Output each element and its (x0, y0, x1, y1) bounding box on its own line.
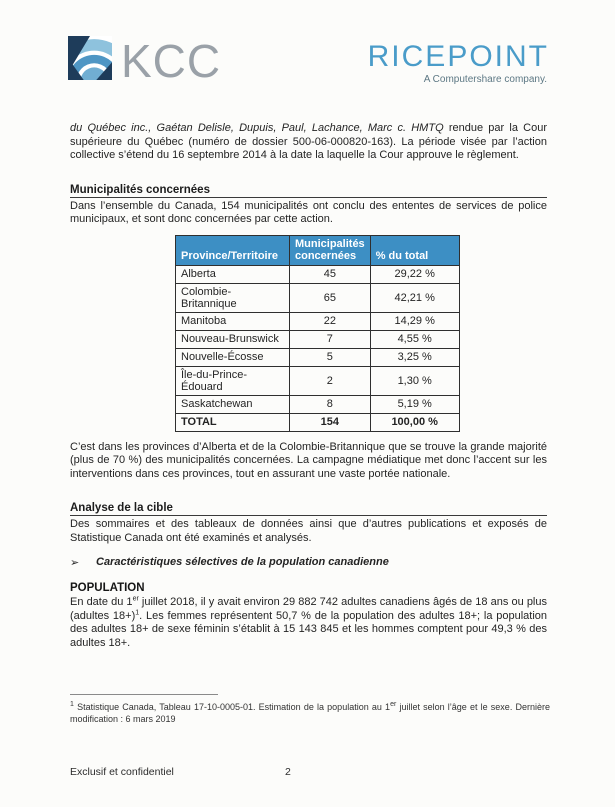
footnote-body: Statistique Canada, Tableau 17-10-0005-01. Estimation de la population au 1 (73, 702, 391, 712)
cell-province: Nouvelle-Écosse (176, 348, 290, 366)
intro-paragraph (70, 122, 547, 163)
arrow-bullet-icon: ➢ (70, 557, 80, 569)
municipalities-table (175, 235, 460, 432)
ricepoint-logo-text: RICEPOINT (367, 40, 549, 73)
column-header-province: Province/Territoire (176, 235, 290, 265)
analyse-paragraph: Des sommaires et des tableaux de données ainsi que d’autres publications et exposés de Statistique Canada ont été examinés et analysés. (70, 518, 547, 544)
footnote-marker: 1 (70, 701, 74, 708)
cell-province: Nouveau-Brunswick (176, 330, 290, 348)
cell-percent: 29,22 % (370, 265, 459, 283)
page-number: 2 (285, 766, 291, 778)
cell-total-percent: 100,00 % (370, 413, 459, 431)
cell-province: Manitoba (176, 312, 290, 330)
after-table-paragraph: C’est dans les provinces d’Alberta et de la Colombie-Britannique que se trouve la grande majorité (plus de 70 %) des municipalités concernées. La campagne médiatique met donc l’accent sur les interventions dans ces provinces, tout en assurant une vaste portée nationale. (70, 440, 547, 480)
cell-count: 5 (290, 348, 371, 366)
cell-province: Île-du-Prince-Édouard (176, 366, 290, 395)
column-header-pct-total: % du total (370, 235, 459, 265)
cell-province: Alberta (176, 265, 290, 283)
table-total-row (176, 413, 460, 431)
cell-count: 22 (290, 312, 371, 330)
table-row (176, 283, 460, 312)
cell-percent: 1,30 % (370, 366, 459, 395)
cell-count: 65 (290, 283, 371, 312)
cell-province: Saskatchewan (176, 395, 290, 413)
cell-total-count: 154 (290, 413, 371, 431)
kcc-logo-text: KCC (121, 34, 222, 87)
table-row (176, 330, 460, 348)
footnote-reference: 1 (135, 608, 140, 616)
table-row (176, 265, 460, 283)
ricepoint-subtitle: A Computershare company. (423, 74, 547, 85)
cell-percent: 4,55 % (370, 330, 459, 348)
case-citation: du Québec inc., Gaétan Delisle, Dupuis, Paul, Lachance, Marc c. HMTQ (70, 122, 444, 134)
bullet-item-label: Caractéristiques sélectives de la population canadienne (96, 556, 389, 568)
superscript-er: er (132, 595, 139, 603)
document-body (70, 0, 547, 650)
cell-percent: 42,21 % (370, 283, 459, 312)
table-row (176, 395, 460, 413)
section-title-municipalites: Municipalités concernées (70, 184, 547, 198)
cell-province: Colombie-Britannique (176, 283, 290, 312)
municipalites-paragraph: Dans l’ensemble du Canada, 154 municipalités ont conclu des ententes de services de police municipaux, et sont donc concernées par cette action. (70, 199, 547, 225)
population-text: En date du 1 (70, 596, 133, 608)
cell-count: 45 (290, 265, 371, 283)
population-text: . Les femmes représentent 50,7 % de la population des adultes 18+; la population des adultes 18+ de sexe féminin s’établit à 15 143 845 et les hommes comptent pour 49,3 % des adultes 18+. (70, 609, 548, 649)
footnote-separator (70, 694, 218, 695)
intro-text: rendue par la Cour supérieure du Québec (numéro de dossier 500-06-000820-163). La période visée par l’action collective s’étend du 16 septembre 2014 à la date la laquelle la Cour approuve le règlement. (70, 122, 547, 161)
table-row (176, 312, 460, 330)
section-title-analyse: Analyse de la cible (70, 502, 547, 516)
cell-count: 8 (290, 395, 371, 413)
section-title-population: POPULATION (70, 582, 145, 594)
column-header-municipalites: Municipalités concernées (290, 235, 371, 265)
table-row (176, 348, 460, 366)
cell-count: 7 (290, 330, 371, 348)
footnote-body: juillet selon l’âge et le sexe. Dernière modification : 6 mars 2019 (70, 702, 550, 724)
cell-count: 2 (290, 366, 371, 395)
table-header-row (176, 235, 460, 265)
cell-percent: 5,19 % (370, 395, 459, 413)
footnote-block (70, 694, 550, 725)
cell-total-label: TOTAL (176, 413, 290, 431)
population-text: juillet 2018, il y avait environ 29 882 742 adultes canadiens âgés de 18 ans ou plus (adultes 18+) (70, 596, 547, 622)
cell-percent: 14,29 % (370, 312, 459, 330)
cell-percent: 3,25 % (370, 348, 459, 366)
bullet-item (70, 556, 547, 569)
superscript-er: er (390, 701, 397, 708)
confidentiality-label: Exclusif et confidentiel (70, 766, 174, 778)
page-footer (70, 766, 547, 778)
population-paragraph (70, 596, 547, 650)
footnote-text (70, 701, 550, 725)
table-row (176, 366, 460, 395)
